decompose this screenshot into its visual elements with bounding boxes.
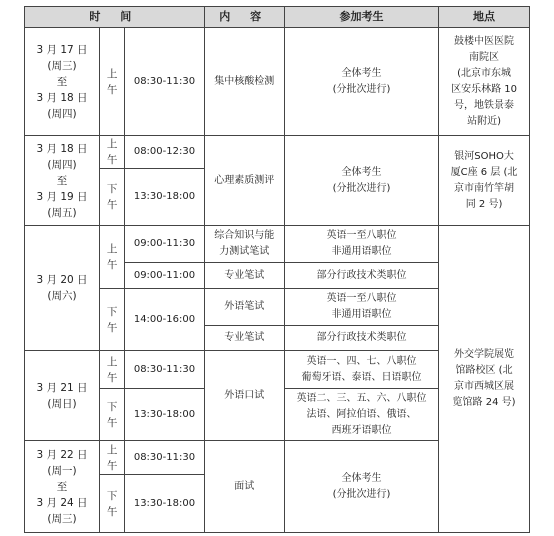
ampm-cell: 上 午 [100, 136, 125, 169]
time-cell: 13:30-18:00 [125, 389, 204, 441]
header-participants: 参加考生 [284, 7, 438, 28]
content-cell: 面试 [204, 441, 284, 533]
ampm-cell: 下 午 [100, 475, 125, 533]
participants-cell: 英语二、三、五、六、八职位 法语、阿拉伯语、俄语、 西班牙语职位 [284, 389, 438, 441]
location-cell: 鼓楼中医医院 南院区 (北京市东城 区安乐林路 10 号，地铁景泰 站附近) [439, 28, 530, 136]
content-cell: 外语口试 [204, 351, 284, 441]
location-cell: 银河SOHO大 厦C座 6 层 (北 京市南竹竿胡 同 2 号) [439, 136, 530, 226]
date-cell: 3 月 18 日 (周四) 至 3 月 19 日 (周五) [25, 136, 100, 226]
participants-cell: 全体考生 (分批次进行) [284, 441, 438, 533]
ampm-cell: 上 午 [100, 441, 125, 475]
ampm-cell: 上 午 [100, 28, 125, 136]
time-cell: 09:00-11:00 [125, 263, 204, 289]
time-cell: 09:00-11:30 [125, 226, 204, 263]
participants-cell: 英语一至八职位 非通用语职位 [284, 226, 438, 263]
location-cell: 外交学院展览 馆路校区 (北 京市西城区展 览馆路 24 号) [439, 226, 530, 533]
table-row [25, 226, 530, 263]
table-row [25, 28, 530, 136]
header-content: 内 容 [204, 7, 284, 28]
time-cell: 08:30-11:30 [125, 28, 204, 136]
participants-cell: 英语一至八职位 非通用语职位 [284, 289, 438, 326]
content-cell: 外语笔试 [204, 289, 284, 326]
time-cell: 08:30-11:30 [125, 351, 204, 389]
content-cell: 专业笔试 [204, 263, 284, 289]
header-location: 地点 [439, 7, 530, 28]
content-cell: 集中核酸检测 [204, 28, 284, 136]
content-cell: 心理素质测评 [204, 136, 284, 226]
ampm-cell: 下 午 [100, 169, 125, 226]
participants-cell: 全体考生 (分批次进行) [284, 28, 438, 136]
date-cell: 3 月 22 日 (周一) 至 3 月 24 日 (周三) [25, 441, 100, 533]
exam-schedule-table [24, 6, 530, 533]
participants-cell: 部分行政技术类职位 [284, 326, 438, 351]
date-cell: 3 月 20 日 (周六) [25, 226, 100, 351]
participants-cell: 英语一、四、七、八职位 葡萄牙语、泰语、日语职位 [284, 351, 438, 389]
time-cell: 08:30-11:30 [125, 441, 204, 475]
time-cell: 14:00-16:00 [125, 289, 204, 351]
date-cell: 3 月 17 日 (周三) 至 3 月 18 日 (周四) [25, 28, 100, 136]
content-cell: 综合知识与能 力测试笔试 [204, 226, 284, 263]
ampm-cell: 上 午 [100, 351, 125, 389]
table-row [25, 136, 530, 169]
ampm-cell: 下 午 [100, 389, 125, 441]
header-row [25, 7, 530, 28]
time-cell: 08:00-12:30 [125, 136, 204, 169]
content-cell: 专业笔试 [204, 326, 284, 351]
participants-cell: 全体考生 (分批次进行) [284, 136, 438, 226]
ampm-cell: 上 午 [100, 226, 125, 289]
date-cell: 3 月 21 日 (周日) [25, 351, 100, 441]
time-cell: 13:30-18:00 [125, 169, 204, 226]
participants-cell: 部分行政技术类职位 [284, 263, 438, 289]
time-cell: 13:30-18:00 [125, 475, 204, 533]
header-time: 时 间 [25, 7, 205, 28]
ampm-cell: 下 午 [100, 289, 125, 351]
